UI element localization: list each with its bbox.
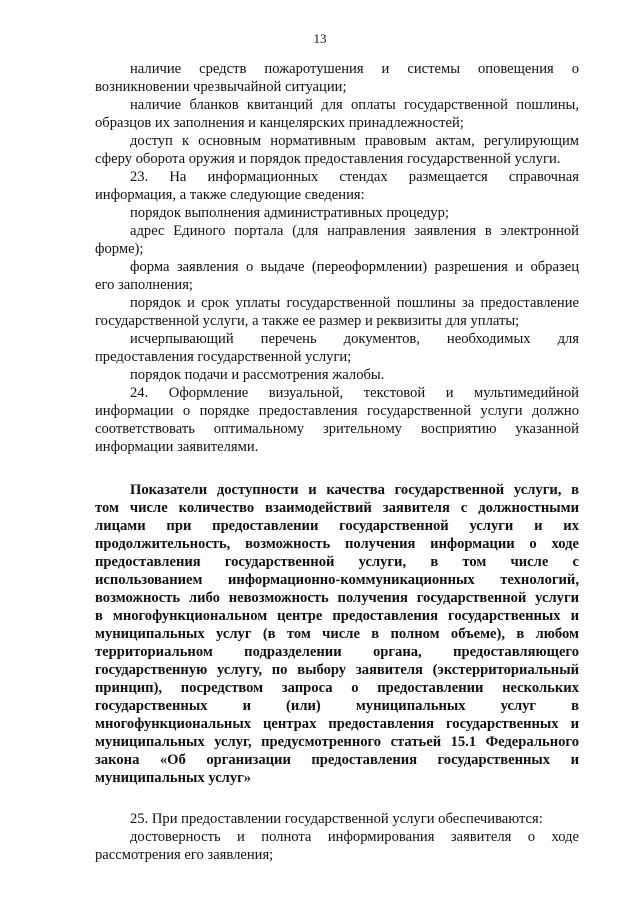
clause-25-line: 25. При предоставлении государственной услуги обеспечиваются: <box>130 811 543 827</box>
heading-line: том числе количество взаимодействий заявителя с должностными <box>95 500 579 516</box>
paragraph-line: его заполнения; <box>95 277 193 293</box>
heading-line: закона «Об организации предоставления государственных и <box>95 752 579 768</box>
page-number: 13 <box>313 31 327 46</box>
section-clause-25 <box>95 810 579 864</box>
list-item: адрес Единого портала (для направления заявления в электронной <box>130 223 579 239</box>
heading-line: принцип), посредством запроса о предоставлении нескольких <box>95 680 579 696</box>
paragraph-line: соответствовать оптимальному зрительному восприятию указанной <box>95 421 579 437</box>
heading-line: многофункциональных центрах предоставления государственных и <box>95 716 579 732</box>
list-item: порядок выполнения административных процедур; <box>130 205 449 221</box>
paragraph-line: информация, а также следующие сведения: <box>95 187 365 203</box>
heading-line: государственных и (или) муниципальных услуг в <box>95 698 579 714</box>
paragraph-line: образцов их заполнения и канцелярских принадлежностей; <box>95 115 464 131</box>
clause-23-line: 23. На информационных стендах размещается справочная <box>130 169 579 185</box>
spacer <box>95 456 579 481</box>
section-equipment-and-stands <box>95 60 579 456</box>
paragraph-line: наличие бланков квитанций для оплаты государственной пошлины, <box>130 97 579 113</box>
paragraph-line: информации заявителями. <box>95 439 259 455</box>
paragraph-line: форме); <box>95 241 144 257</box>
heading-line: лицами при предоставлении государственной услуги и их <box>95 518 579 534</box>
paragraph-line: информации о порядке предоставления государственной услуги должно <box>95 403 579 419</box>
paragraph-line: государственной услуги, а также ее размер и реквизиты для уплаты; <box>95 313 520 329</box>
paragraph-line: наличие средств пожаротушения и системы оповещения о <box>130 61 579 77</box>
paragraph-line: сферу оборота оружия и порядок предоставления государственной услуги. <box>95 151 561 167</box>
heading-line: муниципальных услуг, предусмотренного статьей 15.1 Федерального <box>95 734 579 750</box>
section-heading <box>95 481 579 787</box>
spacer <box>95 787 579 810</box>
list-item: форма заявления о выдаче (переоформлении) разрешения и образец <box>130 259 579 275</box>
heading-line: территориальном подразделении органа, предоставляющего <box>95 644 579 660</box>
list-item: достоверность и полнота информирования заявителя о ходе <box>130 829 579 845</box>
list-item: исчерпывающий перечень документов, необходимых для <box>130 331 579 347</box>
heading-line: в многофункциональном центре предоставления государственных и <box>95 608 579 624</box>
clause-24-line: 24. Оформление визуальной, текстовой и мультимедийной <box>130 385 579 401</box>
heading-line: использованием информационно-коммуникационных технологий, <box>95 572 579 588</box>
heading-line: возможность либо невозможность получения государственной услуги <box>95 590 579 606</box>
heading-line: муниципальных услуг» <box>95 770 252 786</box>
heading-line: муниципальных услуг (в том числе в полном объеме), в любом <box>95 626 579 642</box>
list-item: порядок подачи и рассмотрения жалобы. <box>130 367 385 383</box>
heading-line: Показатели доступности и качества государственной услуги, в <box>130 482 579 498</box>
heading-line: предоставления государственной услуги, в том числе с <box>95 554 579 570</box>
heading-line: государственную услугу, по выбору заявителя (экстерриториальный <box>95 662 579 678</box>
heading-line: продолжительность, возможность получения информации о ходе <box>95 536 579 552</box>
paragraph-line: рассмотрения его заявления; <box>95 847 274 863</box>
list-item: порядок и срок уплаты государственной пошлины за предоставление <box>130 295 579 311</box>
paragraph-line: возникновении чрезвычайной ситуации; <box>95 79 347 95</box>
paragraph-line: доступ к основным нормативным правовым актам, регулирующим <box>130 133 579 149</box>
paragraph-line: предоставления государственной услуги; <box>95 349 352 365</box>
document-body <box>95 60 579 864</box>
